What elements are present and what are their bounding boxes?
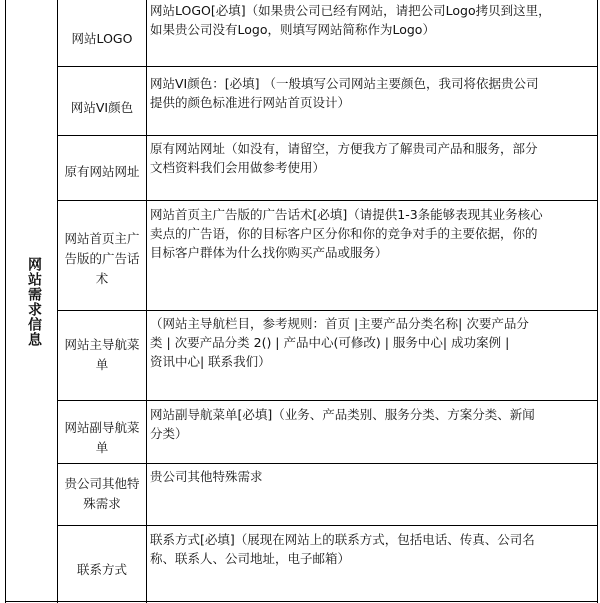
- row-text-main-ad-copy: 网站首页主广告版的广告话术[必填]（请提供1-3条能够表现其业务核心 卖点的广告语，你的目标客户区分你和你的竞争对手的主要依据，你的 目标客户群体为什么找你购买产品或服务）: [150, 207, 543, 260]
- row-label-special-needs: 贵公司其他特殊需求: [64, 476, 140, 511]
- row-label-vi-color: 网站VI颜色: [70, 99, 134, 115]
- section-divider: [57, 0, 58, 603]
- row-label-main-ad-copy: 网站首页主广告版的广告话术: [64, 231, 140, 286]
- row-label-logo: 网站LOGO: [71, 31, 133, 46]
- row-label-contact: 联系方式: [76, 562, 127, 577]
- row-text-special-needs: 贵公司其他特殊需求: [150, 469, 263, 484]
- row-label-sub-nav: 网站副导航菜单: [64, 419, 140, 455]
- row-text-main-nav: （网站主导航栏目，参考规则：首页 |主要产品分类名称| 次要产品分 类 | 次要产品分类 2() | 产品中心(可修改) | 服务中心| 成功案例 | 资讯中心| 联系我们）: [150, 316, 529, 369]
- table-border-left: [5, 0, 6, 603]
- table-border-right: [597, 0, 598, 603]
- row-text-original-url: 原有网站网址（如没有，请留空，方便我方了解贵司产品和服务，部分 文档资料我们会用做参考使用）: [150, 141, 538, 175]
- section-title: 网站需求信息: [26, 256, 42, 347]
- table-border-bottom: [5, 601, 598, 602]
- row-label-main-nav: 网站主导航菜单: [64, 337, 140, 372]
- row-text-vi-color: 网站VI颜色：[必填] （一般填写公司网站主要颜色，我司将依据贵公司 提供的颜色标准进行网站首页设计）: [150, 76, 539, 110]
- row-label-original-url: 原有网站网址: [64, 163, 140, 179]
- row-text-logo: 网站LOGO[必填]（如果贵公司已经有网站，请把公司Logo拷贝到这里， 如果贵公司没有Logo，则填写网站简称作为Logo）: [150, 3, 551, 37]
- section-title-cell: [14, 0, 54, 603]
- row-text-contact: 联系方式[必填]（展现在网站上的联系方式，包括电话、传真、公司名 称、联系人、公司地址，电子邮箱）: [150, 532, 535, 566]
- row-text-sub-nav: 网站副导航菜单[必填]（业务、产品类别、服务分类、方案分类、新闻 分类）: [150, 407, 535, 441]
- label-divider: [146, 0, 147, 603]
